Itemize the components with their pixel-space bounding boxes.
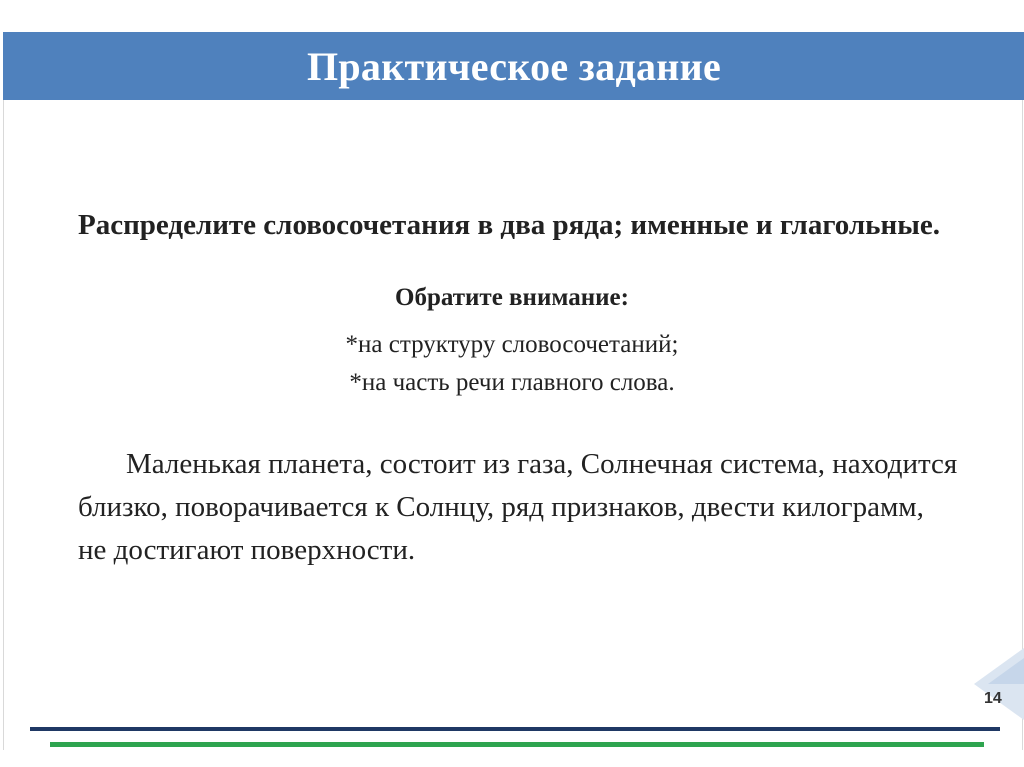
attention-point-structure: *на структуру словосочетаний; (345, 331, 679, 358)
bottom-line-navy (30, 727, 1000, 731)
slide-title: Практическое задание (306, 43, 722, 89)
page-number: 14 (984, 690, 1002, 707)
attention-point-part-of-speech: *на часть речи главного слова. (349, 369, 675, 396)
task-instruction: Распределите словосочетания в два ряда; именные и глагольные. (78, 209, 940, 241)
attention-heading: Обратите внимание: (395, 284, 629, 311)
page-corner-tab (974, 648, 1024, 720)
title-bar (3, 32, 1024, 100)
left-border-line (3, 100, 4, 750)
bottom-line-green (50, 742, 984, 747)
phrase-list-paragraph: Маленькая планета, состоит из газа, Солнечная система, находится близко, поворачивается к Солнцу, ряд признаков, двести килограмм, не достигают поверхности. (78, 448, 958, 566)
